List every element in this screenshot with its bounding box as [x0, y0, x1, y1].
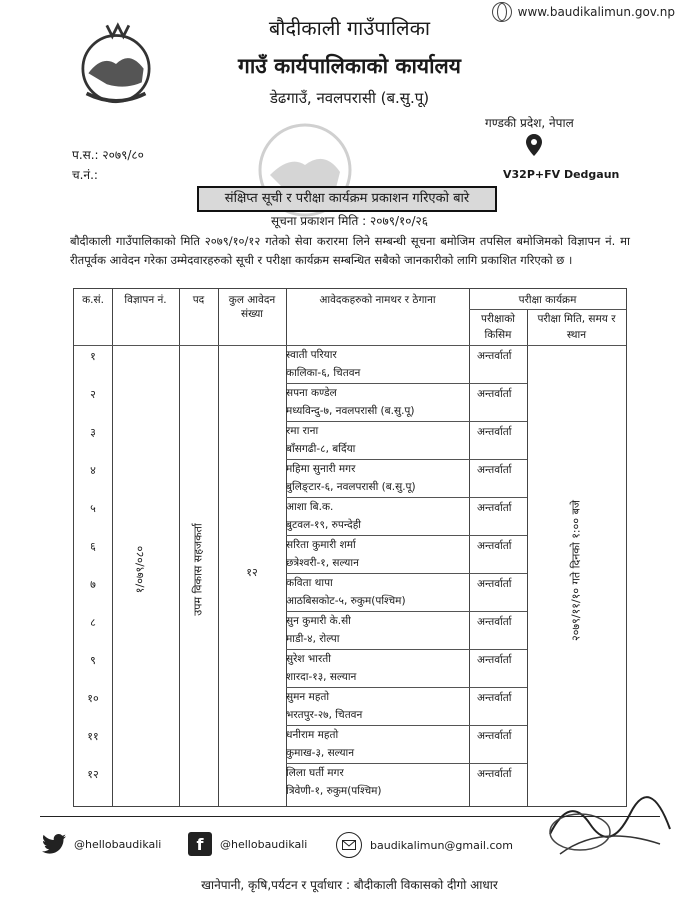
location-pin-icon: [526, 134, 542, 156]
table-row-applicant: [286, 536, 359, 572]
table-row-sn: ११: [87, 730, 99, 743]
applicant-name: सपना कण्डेल: [286, 387, 337, 399]
applicant-address: बुलिङ्टार-६, नवलपरासी (ब.सु.पू): [286, 481, 416, 493]
letter-number: प.स.: २०७९/८०: [72, 148, 144, 162]
header-ad-no: विज्ञापन नं.: [124, 294, 167, 306]
table-row-applicant: [286, 422, 355, 458]
applicant-name: सरिता कुमारी शर्मा: [286, 539, 356, 551]
table-row-sn: ३: [90, 426, 96, 439]
table-row-exam-type: अन्तर्वार्ता: [477, 502, 512, 514]
table-row-exam-type: अन्तर्वार्ता: [477, 730, 512, 742]
table-row-exam-type: अन्तर्वार्ता: [477, 578, 512, 590]
table-row-applicant: [286, 612, 351, 648]
applicant-name: सुमन महतो: [286, 691, 330, 703]
table-row-applicant: [286, 764, 382, 800]
notice-body: बौदीकाली गाउँपालिकाको मिति २०७९/१०/१२ गतेको सेवा करारमा लिने सम्बन्धी सूचना बमोजिम तपसिल बमोजिमको विज्ञापन नं. मा रीतपूर्वक आवेदन गरेका उम्मेदवारहरुको सूची र परीक्षा कार्यक्रम सम्बन्धित सबैको जानकारीको लागि प्रकाशित गरिएको छ ।: [70, 234, 630, 267]
facebook-contact: [188, 832, 307, 856]
applicant-name: रमा राना: [286, 425, 319, 437]
applicant-name: स्वाती परियार: [286, 349, 337, 361]
applicant-address: छत्रेश्वरी-१, सल्यान: [286, 557, 359, 569]
table-row-exam-type: अन्तर्वार्ता: [477, 654, 512, 666]
applicant-name: महिमा सुनारी मगर: [286, 463, 356, 475]
table-row-sn: ७: [90, 578, 96, 591]
table-row-exam-type: अन्तर्वार्ता: [477, 768, 512, 780]
office-address: डेढगाउँ, नवलपरासी (ब.सु.पू): [269, 89, 430, 107]
applicant-name: सुन कुमारी के.सी: [286, 615, 351, 627]
footer-slogan: खानेपानी, कृषि,पर्यटन र पूर्वाधार : बौदीकाली विकासको दीगो आधार: [201, 878, 498, 892]
table-row-applicant: [286, 384, 414, 420]
table-row-exam-type: अन्तर्वार्ता: [477, 426, 512, 438]
applicant-address: बाँसगढी-८, बर्दिया: [286, 443, 356, 455]
notice-date: सूचना प्रकाशन मिति : २०७९/१०/२६: [270, 214, 428, 228]
website-url[interactable]: www.baudikalimun.gov.np: [517, 5, 675, 19]
email-icon: [336, 832, 362, 858]
plus-code: V32P+FV Dedgaun: [503, 168, 620, 181]
table-row-exam-type: अन्तर्वार्ता: [477, 692, 512, 704]
applicant-name: धनीराम महतो: [286, 729, 339, 741]
facebook-icon: f: [188, 832, 212, 856]
header-sn: क.सं.: [82, 294, 104, 306]
header-total: कुल आवेदन संख्या: [228, 294, 276, 320]
table-row-applicant: [286, 574, 406, 610]
subject-box: संक्षिप्त सूची र परीक्षा कार्यक्रम प्रकाशन गरिएको बारे: [197, 186, 497, 212]
applicant-address: कुमाख-३, सल्यान: [286, 747, 355, 759]
table-row-exam-type: अन्तर्वार्ता: [477, 616, 512, 628]
table-row-sn: २: [90, 388, 96, 401]
applicant-name: लिला घर्ती मगर: [286, 767, 344, 779]
table-row-exam-type: अन्तर्वार्ता: [477, 350, 512, 362]
header-exam-type: परीक्षाको किसिम: [480, 313, 515, 341]
table-row-sn: ४: [90, 464, 96, 477]
header-applicant: आवेदकहरुको नामथर र ठेगाना: [319, 294, 436, 306]
twitter-contact: [42, 832, 161, 856]
table-row-applicant: [286, 460, 416, 496]
applicant-address: मध्यविन्दु-७, नवलपरासी (ब.सु.पू): [286, 405, 415, 417]
table-row-sn: १२: [87, 768, 99, 781]
footer-divider: [40, 816, 660, 817]
header-post: पद: [192, 294, 205, 306]
table-row-applicant: [286, 726, 354, 762]
table-row-applicant: [286, 498, 361, 534]
municipality-name: बौदीकाली गाउँपालिका: [268, 16, 431, 40]
applicant-address: आठबिसकोट-५, रुकुम(पश्चिम): [286, 595, 406, 607]
applicant-address: माडी-४, रोल्पा: [286, 633, 340, 645]
table-row-exam-type: अन्तर्वार्ता: [477, 464, 512, 476]
email-contact: [336, 832, 513, 858]
applicant-address: शारदा-१३, सल्यान: [286, 671, 357, 683]
table-row-sn: ८: [90, 616, 96, 629]
twitter-icon: [42, 832, 66, 856]
applicant-name: सुरेश भारती: [286, 653, 331, 665]
total-applicants: १२: [246, 566, 258, 579]
table-row-sn: ६: [90, 540, 96, 553]
twitter-handle[interactable]: @hellobaudikali: [74, 837, 162, 851]
table-row-applicant: [286, 650, 356, 686]
table-row-applicant: [286, 688, 362, 724]
ad-number: १/०७९/०८०: [133, 545, 147, 594]
province-name: गण्डकी प्रदेश, नेपाल: [485, 116, 574, 130]
facebook-handle[interactable]: @hellobaudikali: [220, 837, 308, 851]
table-row-sn: ५: [90, 502, 96, 515]
applicant-name: आशा बि.क.: [286, 501, 334, 513]
header-exam-program: परीक्षा कार्यक्रम: [518, 294, 577, 306]
office-name: गाउँ कार्यपालिकाको कार्यालय: [238, 54, 461, 78]
header-exam-datetime: परीक्षा मिति, समय र स्थान: [537, 313, 616, 341]
dispatch-number: च.नं.:: [72, 168, 98, 182]
table-row-applicant: [286, 346, 360, 382]
applicant-address: भरतपुर-२७, चितवन: [286, 709, 363, 721]
table-row-sn: १०: [87, 692, 99, 705]
table-row-sn: ९: [90, 654, 96, 667]
applicant-name: कविता थापा: [286, 577, 333, 589]
exam-datetime: २०७९/११/१० गते दिनको १:०० बजे: [569, 499, 583, 642]
applicant-address: बुटवल-१९, रुपन्देही: [286, 519, 361, 531]
candidate-table: [73, 288, 627, 807]
applicant-address: कालिका-६, चितवन: [286, 367, 361, 379]
table-row-sn: १: [90, 350, 96, 363]
signature-stamp: [540, 784, 690, 866]
applicant-address: त्रिवेणी-१, रुकुम(पश्चिम): [286, 785, 382, 797]
table-row-exam-type: अन्तर्वार्ता: [477, 388, 512, 400]
post-name: उपम विकास सहजकर्ता: [191, 523, 205, 616]
email-address[interactable]: baudikalimun@gmail.com: [370, 838, 513, 852]
table-row-exam-type: अन्तर्वार्ता: [477, 540, 512, 552]
